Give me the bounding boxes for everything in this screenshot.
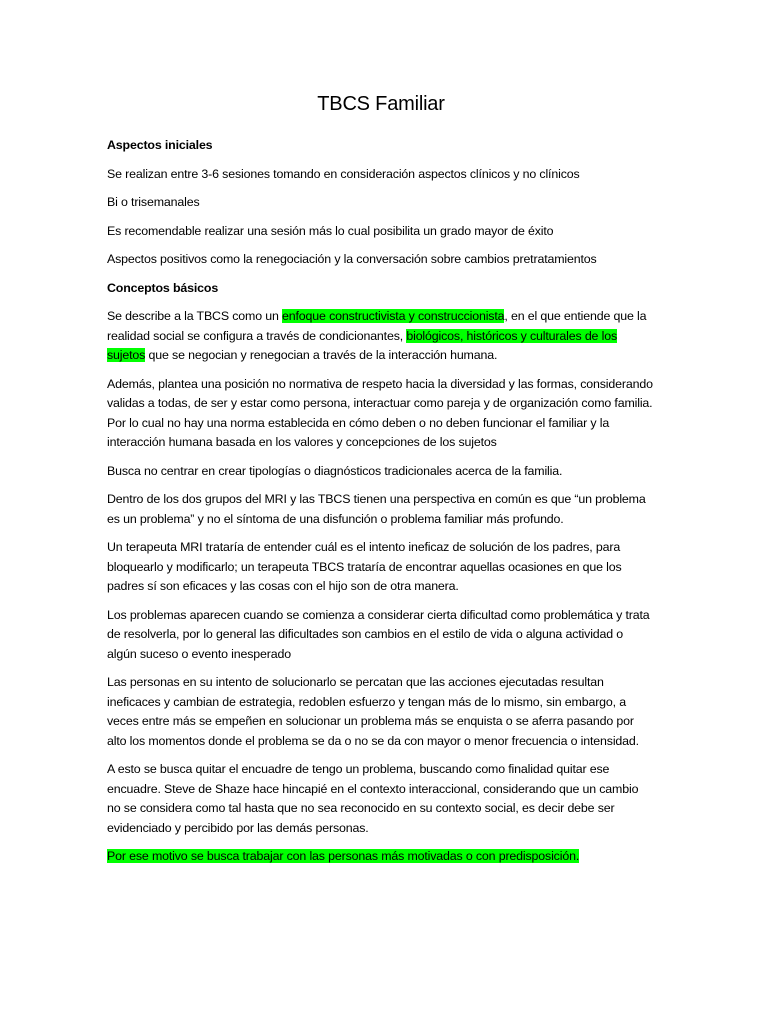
paragraph: Es recomendable realizar una sesión más lo cual posibilita un grado mayor de éxito: [107, 223, 554, 238]
paragraph: Las personas en su intento de solucionarlo se percatan que las acciones ejecutadas resultan ineficaces y cambian de estrategia, redoblen esfuerzo y tengan más de lo mismo, sin embargo, a veces entre más se empeñen en solucionar un problema más se enquista o se aferra pasando por alto los momentos donde el problema se da o no se da con mayor o menor frecuencia o intensidad.: [107, 675, 639, 748]
section-heading-aspectos: Aspectos iniciales: [107, 138, 213, 152]
section-heading-conceptos: Conceptos básicos: [107, 280, 219, 295]
paragraph-highlighted-closing: [107, 847, 655, 867]
text-run: que se negocian y renegocian a través de la interacción humana.: [145, 348, 498, 362]
paragraph: Los problemas aparecen cuando se comienza a considerar cierta dificultad como problemática y trata de resolverla, por lo general las dificultades son cambios en el estilo de vida o alguna actividad o algún suceso o evento inesperado: [107, 607, 650, 661]
document-page: [107, 90, 655, 876]
paragraph-highlighted: [107, 307, 655, 366]
paragraph: Bi o trisemanales: [107, 195, 200, 209]
paragraph: Busca no centrar en crear tipologías o diagnósticos tradicionales acerca de la familia.: [107, 463, 563, 478]
text-run: Se describe a la TBCS como un: [107, 309, 283, 323]
highlighted-text: biológicos, históricos y culturales de los sujetos: [107, 328, 617, 362]
highlighted-text: enfoque constructivista y construccionista: [282, 309, 505, 323]
text-run: , en el que entiende que la realidad social se configura a través de condicionantes,: [107, 309, 647, 343]
paragraph: Aspectos positivos como la renegociación y la conversación sobre cambios pretratamientos: [107, 252, 597, 266]
paragraph: Se realizan entre 3-6 sesiones tomando en consideración aspectos clínicos y no clínicos: [107, 166, 580, 181]
highlighted-text: Por ese motivo se busca trabajar con las personas más motivadas o con predisposición.: [107, 849, 580, 863]
paragraph: Dentro de los dos grupos del MRI y las TBCS tienen una perspectiva en común es que “un problema es un problema” y no el síntoma de una disfunción o problema familiar más profundo.: [107, 492, 646, 526]
document-title: TBCS Familiar: [317, 93, 445, 115]
paragraph: Un terapeuta MRI trataría de entender cuál es el intento ineficaz de solución de los padres, para bloquearlo y modificarlo; un terapeuta TBCS trataría de encontrar aquellas ocasiones en que los padres sí son eficaces y las cosas con el hijo son de otra manera.: [107, 540, 622, 593]
paragraph: Además, plantea una posición no normativa de respeto hacia la diversidad y las formas, considerando validas a todas, de ser y estar como persona, interactuar como pareja y de organización como familia. Por lo cual no hay una norma establecida en cómo deben o no deben funcionar el familiar y la interacción humana basada en los valores y concepciones de los sujetos: [107, 376, 653, 449]
paragraph: A esto se busca quitar el encuadre de tengo un problema, buscando como finalidad quitar ese encuadre. Steve de Shaze hace hincapié en el contexto interaccional, considerando que un cambio no se considera como tal hasta que no sea reconocido en su contexto social, es decir debe ser evidenciado y percibido por las demás personas.: [107, 762, 639, 835]
